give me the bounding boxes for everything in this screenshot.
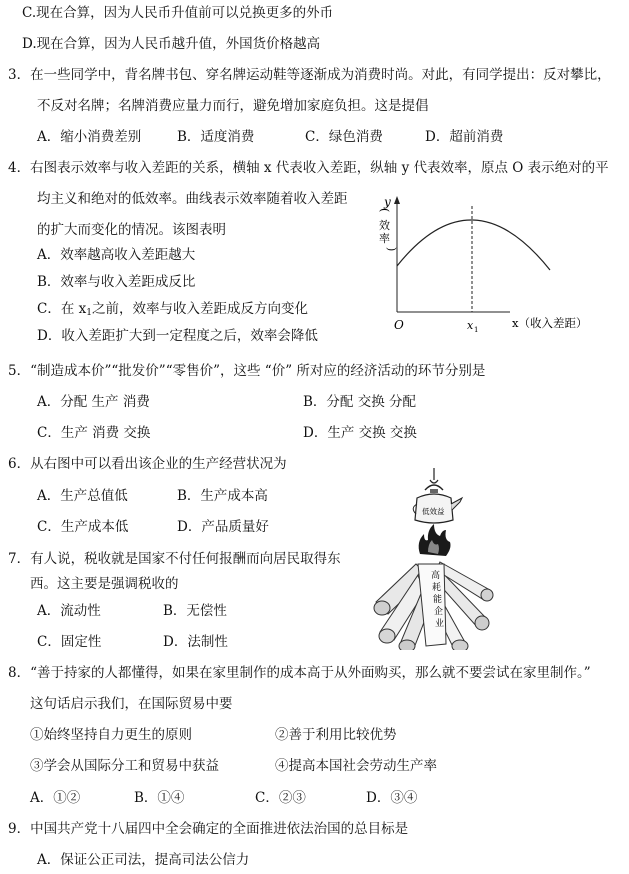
origin-label: O bbox=[394, 318, 404, 332]
q6-option-c: C．生产成本低 bbox=[37, 519, 129, 535]
q7-stem-line1: 7．有人说，税收就是国家不付任何报酬而向居民取得东 bbox=[8, 551, 341, 567]
q8-item-3: ③学会从国际分工和贸易中获益 bbox=[30, 758, 219, 774]
q3-option-b: B．适度消费 bbox=[177, 129, 255, 145]
q4-option-d: D．收入差距扩大到一定程度之后，效率会降低 bbox=[37, 328, 318, 344]
x1-letter: x bbox=[467, 319, 474, 332]
q2-option-c: C.现在合算，因为人民币升值前可以兑换更多的外币 bbox=[22, 5, 334, 21]
wood-label-char1: 高 bbox=[431, 571, 441, 581]
q3-option-a: A．缩小消费差别 bbox=[37, 129, 142, 145]
q7-option-b: B．无偿性 bbox=[163, 603, 227, 619]
q8-option-a: A．①② bbox=[30, 790, 81, 806]
q4-option-c-post: 之前，效率与收入差距成反方向变化 bbox=[91, 301, 308, 317]
q4-option-b: B．效率与收入差距成反比 bbox=[37, 274, 196, 290]
q4-option-a: A．效率越高收入差距越大 bbox=[37, 247, 196, 263]
wood-label-char4: 企 bbox=[434, 607, 444, 617]
kettle-label: 低效益 bbox=[422, 507, 445, 516]
q8-option-d: D．③④ bbox=[366, 790, 418, 806]
q5-stem: 5．“制造成本价”“批发价”“零售价”，这些 “价” 所对应的经济活动的环节分别是 bbox=[8, 363, 486, 379]
q8-item-2: ②善于利用比较优势 bbox=[275, 727, 397, 743]
efficiency-curve bbox=[397, 220, 550, 270]
q3-option-d: D．超前消费 bbox=[425, 129, 504, 145]
q8-item-1: ①始终坚持自力更生的原则 bbox=[30, 727, 192, 743]
q4-stem-line3: 的扩大而变化的情况。该图表明 bbox=[37, 222, 226, 238]
kettle-icon bbox=[413, 485, 462, 523]
q5-option-b: B．分配 交换 分配 bbox=[303, 394, 417, 410]
q7-option-d: D．法制性 bbox=[163, 634, 228, 650]
q6-option-a: A．生产总值低 bbox=[37, 488, 128, 504]
y-label-char1: 效 bbox=[379, 219, 390, 232]
q4-stem-line2: 均主义和绝对的低效率。曲线表示效率随着收入差距 bbox=[37, 191, 348, 207]
hook-icon bbox=[430, 480, 438, 483]
q5-option-a: A．分配 生产 消费 bbox=[37, 394, 150, 410]
wood-label-char3: 能 bbox=[433, 595, 443, 605]
y-axis-arrow bbox=[394, 196, 400, 204]
y-label-close: ) bbox=[385, 247, 398, 252]
kettle-over-fire-cartoon bbox=[370, 468, 495, 650]
q3-option-c: C．绿色消费 bbox=[305, 129, 383, 145]
q8-option-b: B．①④ bbox=[134, 790, 185, 806]
q7-option-c: C．固定性 bbox=[37, 634, 102, 650]
y-label-char2: 率 bbox=[379, 232, 390, 245]
q8-item-4: ④提高本国社会劳动生产率 bbox=[275, 758, 437, 774]
q4-option-c-sub: 1 bbox=[86, 308, 92, 318]
q9-stem: 9．中国共产党十八届四中全会确定的全面推进依法治国的总目标是 bbox=[8, 821, 409, 837]
wood-label-char5: 业 bbox=[435, 619, 445, 629]
q8-option-c: C．②③ bbox=[255, 790, 306, 806]
q8-stem-line2: 这句话启示我们，在国际贸易中要 bbox=[30, 696, 233, 712]
wood-label-char2: 耗 bbox=[432, 583, 442, 593]
q5-option-c: C．生产 消费 交换 bbox=[37, 425, 151, 441]
q3-stem-line1: 3．在一些同学中，背名牌书包、穿名牌运动鞋等逐渐成为消费时尚。对此，有同学提出：反对攀比， bbox=[8, 67, 611, 83]
q7-option-a: A．流动性 bbox=[37, 603, 101, 619]
q5-option-d: D．生产 交换 交换 bbox=[303, 425, 417, 441]
q9-option-a: A．保证公正司法，提高司法公信力 bbox=[37, 852, 250, 868]
y-axis-letter: y bbox=[384, 195, 391, 209]
q8-stem-line1: 8．“善于持家的人都懂得，如果在家里制作的成本高于从外面购买，那么就不要尝试在家里制作。” bbox=[8, 665, 591, 681]
x1-subscript: 1 bbox=[474, 326, 479, 334]
q4-option-c bbox=[37, 300, 308, 322]
q6-stem: 6．从右图中可以看出该企业的生产经营状况为 bbox=[8, 456, 287, 472]
q3-stem-line2: 不反对名牌；名牌消费应量力而行，避免增加家庭负担。这是提倡 bbox=[37, 98, 429, 114]
y-label-open: ( bbox=[378, 208, 391, 213]
q7-stem-line2: 西。这主要是强调税收的 bbox=[30, 576, 179, 592]
x-axis-label: x（收入差距） bbox=[512, 316, 588, 330]
q6-option-d: D．产品质量好 bbox=[177, 519, 269, 535]
q6-option-b: B．生产成本高 bbox=[177, 488, 268, 504]
flame-icon bbox=[419, 524, 451, 556]
q4-option-c-pre: C．在 x bbox=[37, 301, 87, 317]
q2-option-d: D.现在合算，因为人民币越升值，外国货价格越高 bbox=[22, 36, 321, 52]
efficiency-income-gap-graph bbox=[372, 184, 612, 340]
q4-stem-line1: 4．右图表示效率与收入差距的关系，横轴 x 代表收入差距，纵轴 y 代表效率，原点 O 表示绝对的平 bbox=[8, 160, 609, 176]
